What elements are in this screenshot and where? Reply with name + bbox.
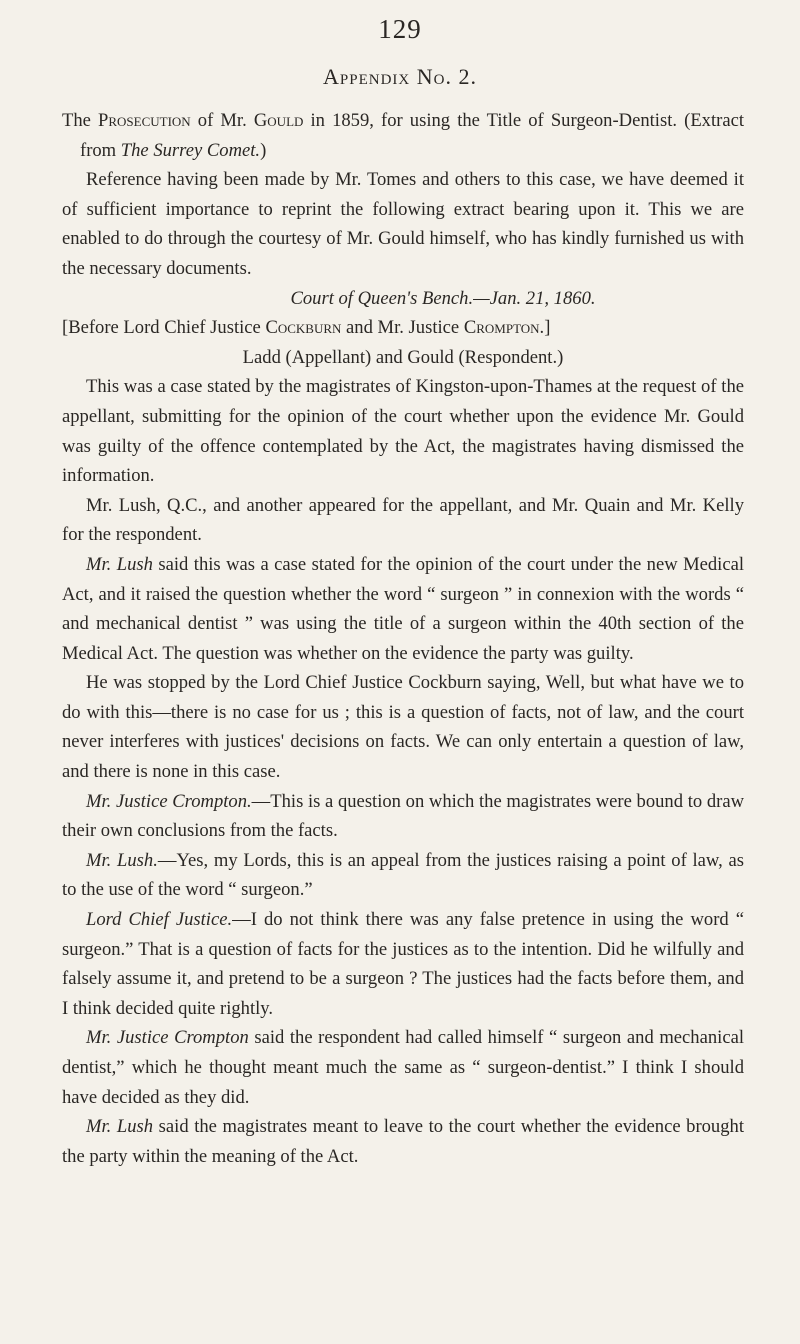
court-line: Court of Queen's Bench.—Jan. 21, 1860. bbox=[290, 287, 596, 309]
lush-statement-3: Mr. Lush said the magistrates meant to leave to the court whether the evidence brought the party within the meaning of the Act. bbox=[62, 1116, 744, 1167]
crompton-statement-2: Mr. Justice Crompton said the respondent had called himself “ surgeon and mechanical dentist,” which he thought meant much the same as “ surgeon-dentist.” I think I should have decided as they did. bbox=[62, 1027, 744, 1108]
lush-statement-1: Mr. Lush said this was a case stated for the opinion of the court under the new Medical Act, and it raised the question whether the word “ surgeon ” in connexion with the words “ and mechanical dentist ” was using the title of a surgeon within the 40th section of the Medical Act. The question was whether on the evidence the party was guilty. bbox=[62, 553, 744, 664]
appendix-label: Appendix No. 2. bbox=[323, 64, 477, 89]
body-text bbox=[62, 106, 744, 1171]
counsel-paragraph: Mr. Lush, Q.C., and another appeared for the appellant, and Mr. Quain and Mr. Kelly for the respondent. bbox=[62, 494, 744, 546]
case-paragraph: This was a case stated by the magistrates of Kingston-upon-Thames at the request of the appellant, submitting for the opinion of the court whether upon the evidence Mr. Gould was guilty of the offence contemplated by the Act, the magistrates having dismissed the information. bbox=[62, 376, 744, 487]
stopped-paragraph: He was stopped by the Lord Chief Justice Cockburn saying, Well, but what have we to do with this—there is no case for us ; this is a question of facts, not of law, and the court never interferes with justices' decisions on facts. We can only entertain a question of law, and there is none in this case. bbox=[62, 672, 744, 783]
crompton-statement-1: Mr. Justice Crompton.—This is a question on which the magistrates were bound to draw their own conclusions from the facts. bbox=[62, 790, 744, 842]
before-line: [Before Lord Chief Justice Cockburn and Mr. Justice Crompton.] bbox=[62, 317, 551, 339]
lcj-statement: Lord Chief Justice.—I do not think there was any false pretence in using the word “ surgeon.” That is a question of facts for the justices as to the intention. Did he wilfully and falsely assume it, and pretend to be a surgeon ? The justices had the facts before them, and I think decided quite rightly. bbox=[62, 909, 744, 1019]
page-number: 129 bbox=[378, 14, 422, 44]
lush-statement-2: Mr. Lush.—Yes, my Lords, this is an appeal from the justices raising a point of law, as to the use of the word “ surgeon.” bbox=[62, 849, 745, 901]
section-heading: The Prosecution of Mr. Gould in 1859, for using the Title of Surgeon-Dentist. (Extract from The Surrey Comet.) bbox=[62, 110, 745, 161]
intro-paragraph: Reference having been made by Mr. Tomes and others to this case, we have deemed it of sufficient importance to reprint the following extract bearing upon it. This we are enabled to do through the courtesy of Mr. Gould himself, who has kindly furnished us with the necessary documents. bbox=[62, 169, 744, 279]
parties-line: Ladd (Appellant) and Gould (Respondent.) bbox=[242, 346, 564, 368]
